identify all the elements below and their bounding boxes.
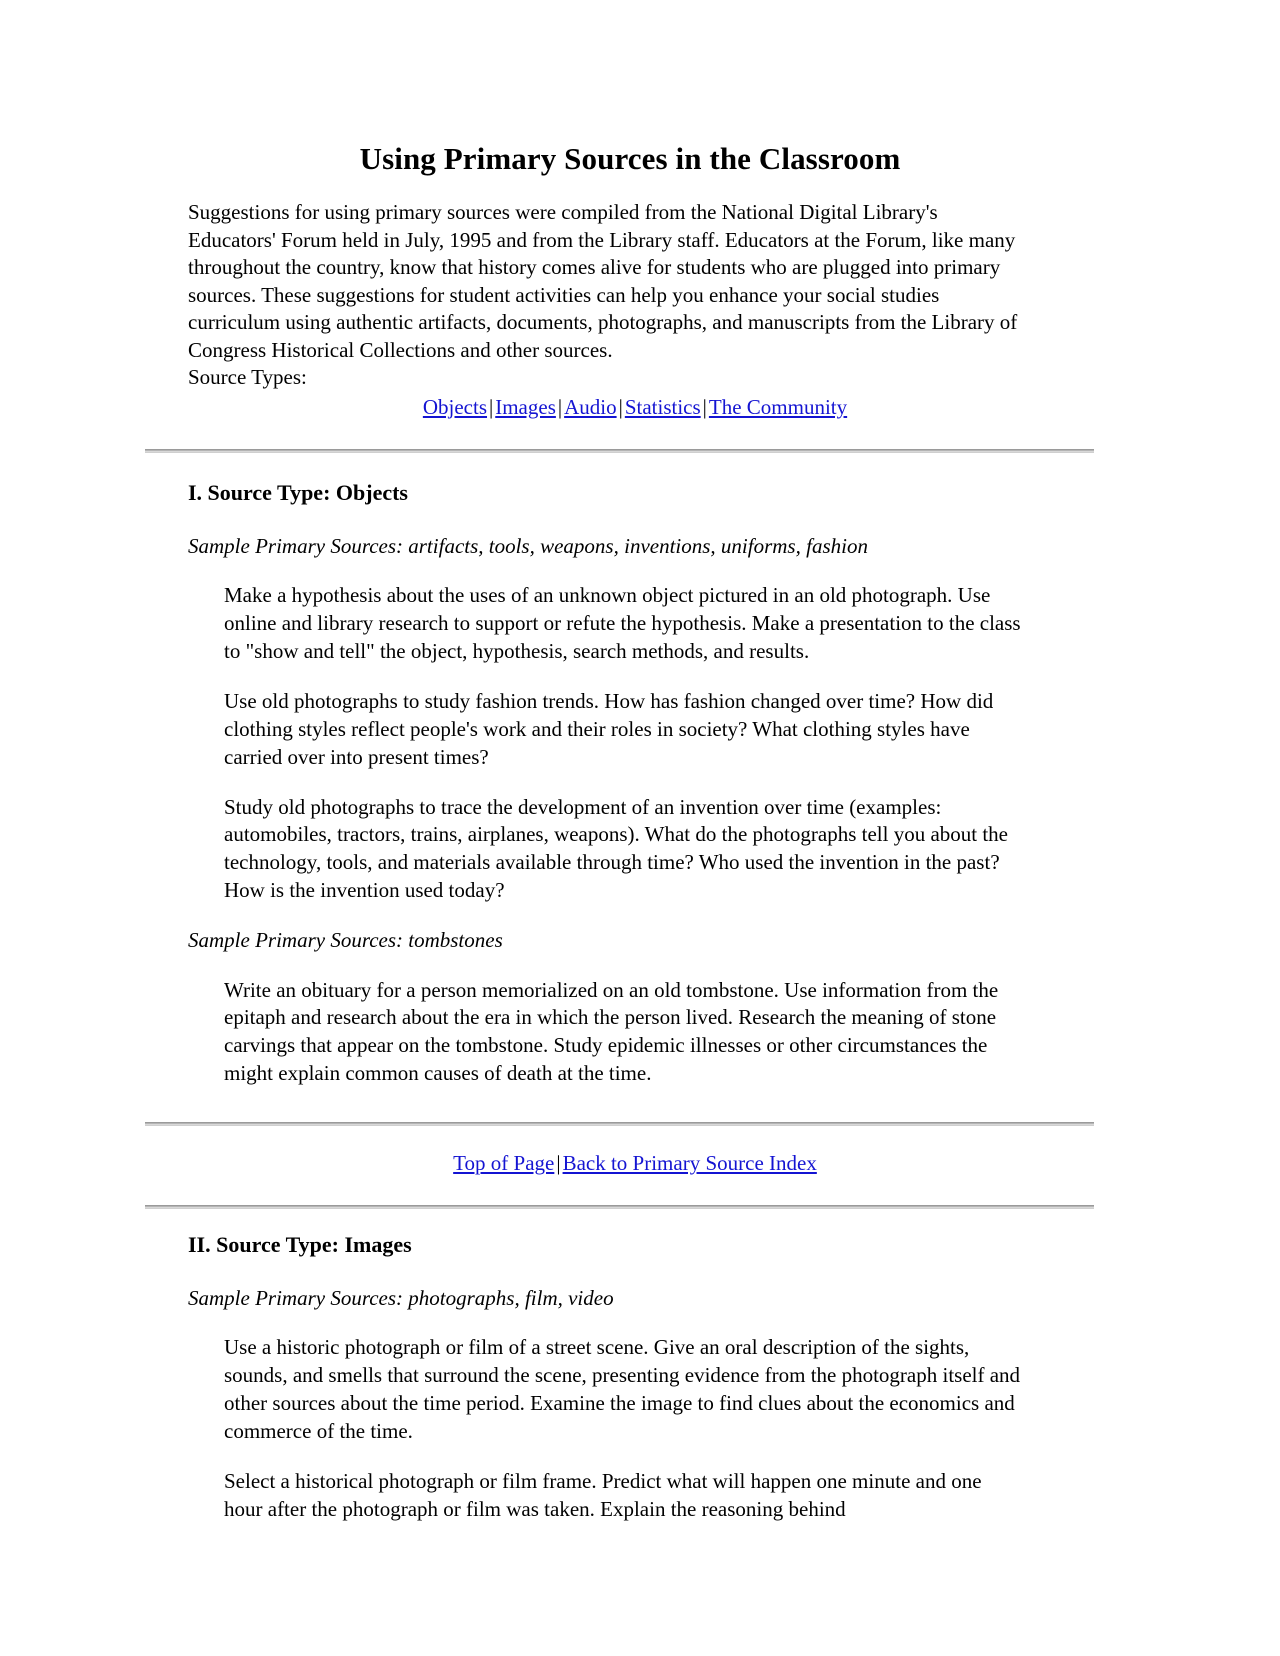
activity-paragraph: Write an obituary for a person memorialized on an old tombstone. Use information from the epitaph and research about the era in which the person lived. Research the meaning of stone carvings that appear on the tombstone. Study epidemic illnesses or other circumstances the might explain common causes of death at the time. xyxy=(224,977,999,1086)
link-back-to-primary-source-index[interactable]: Back to Primary Source Index xyxy=(562,1151,817,1176)
activity-paragraph: Use a historic photograph or film of a street scene. Give an oral description of the sights, sounds, and smells that surround the scene, presenting evidence from the photograph itself and other sources about the time period. Examine the image to find clues about the economics and commerce of the time. xyxy=(224,1335,1021,1444)
section-heading-images: II. Source Type: Images xyxy=(188,1232,412,1258)
divider-above-nav xyxy=(145,1122,1094,1126)
link-the-community[interactable]: The Community xyxy=(708,394,848,419)
link-top-of-page[interactable]: Top of Page xyxy=(453,1151,555,1176)
link-statistics[interactable]: Statistics xyxy=(624,394,701,419)
section-images xyxy=(188,1231,1072,1523)
link-separator: | xyxy=(489,394,494,419)
activity-paragraph: Use old photographs to study fashion trends. How has fashion changed over time? How did clothing styles reflect people's work and their roles in society? What clothing styles have carried over into present times? xyxy=(224,688,994,769)
intro-paragraph: Suggestions for using primary sources were compiled from the National Digital Library's Educators' Forum held in July, 1995 and from the Library staff. Educators at the Forum, like many throughout the country, know that history comes alive for students who are plugged into primary sources. These suggestions for student activities can help you enhance your social studies curriculum using authentic artifacts, documents, photographs, and manuscripts from the Library of Congress Historical Collections and other sources. xyxy=(188,200,1018,362)
sample-sources-label-tombstones: Sample Primary Sources: tombstones xyxy=(188,928,503,953)
sample-sources-label-images: Sample Primary Sources: photographs, film, video xyxy=(188,1285,614,1310)
divider-above-section-2 xyxy=(145,1205,1094,1209)
activity-paragraph: Study old photographs to trace the development of an invention over time (examples: automobiles, tractors, trains, airplanes, weapons). What do the photographs tell you about the technology, tools, and materials available through time? Who used the invention in the past? How is the invention used today? xyxy=(224,794,1009,903)
page-title: Using Primary Sources in the Classroom xyxy=(359,141,901,176)
link-separator: | xyxy=(702,394,707,419)
link-separator: | xyxy=(556,1151,561,1176)
link-audio[interactable]: Audio xyxy=(564,394,617,419)
divider-above-section-1 xyxy=(145,449,1094,453)
activity-paragraph: Make a hypothesis about the uses of an unknown object pictured in an old photograph. Use online and library research to support or refute the hypothesis. Make a presentation to the class to "show and tell" the object, hypothesis, search methods, and results. xyxy=(224,582,1021,663)
link-separator: | xyxy=(557,394,563,419)
source-type-linkbar xyxy=(188,394,1072,422)
activity-paragraph: Select a historical photograph or film frame. Predict what will happen one minute and one hour after the photograph or film was taken. Explain the reasoning behind xyxy=(224,1468,982,1521)
link-images[interactable]: Images xyxy=(495,394,556,419)
section-heading-objects: I. Source Type: Objects xyxy=(188,480,408,506)
section-objects xyxy=(188,479,1072,1088)
link-separator: | xyxy=(618,394,623,419)
sample-sources-label-objects: Sample Primary Sources: artifacts, tools, weapons, inventions, uniforms, fashion xyxy=(188,533,868,558)
source-types-label: Source Types: xyxy=(188,365,307,390)
nav-linkbar xyxy=(188,1150,1072,1177)
link-objects[interactable]: Objects xyxy=(422,394,488,419)
